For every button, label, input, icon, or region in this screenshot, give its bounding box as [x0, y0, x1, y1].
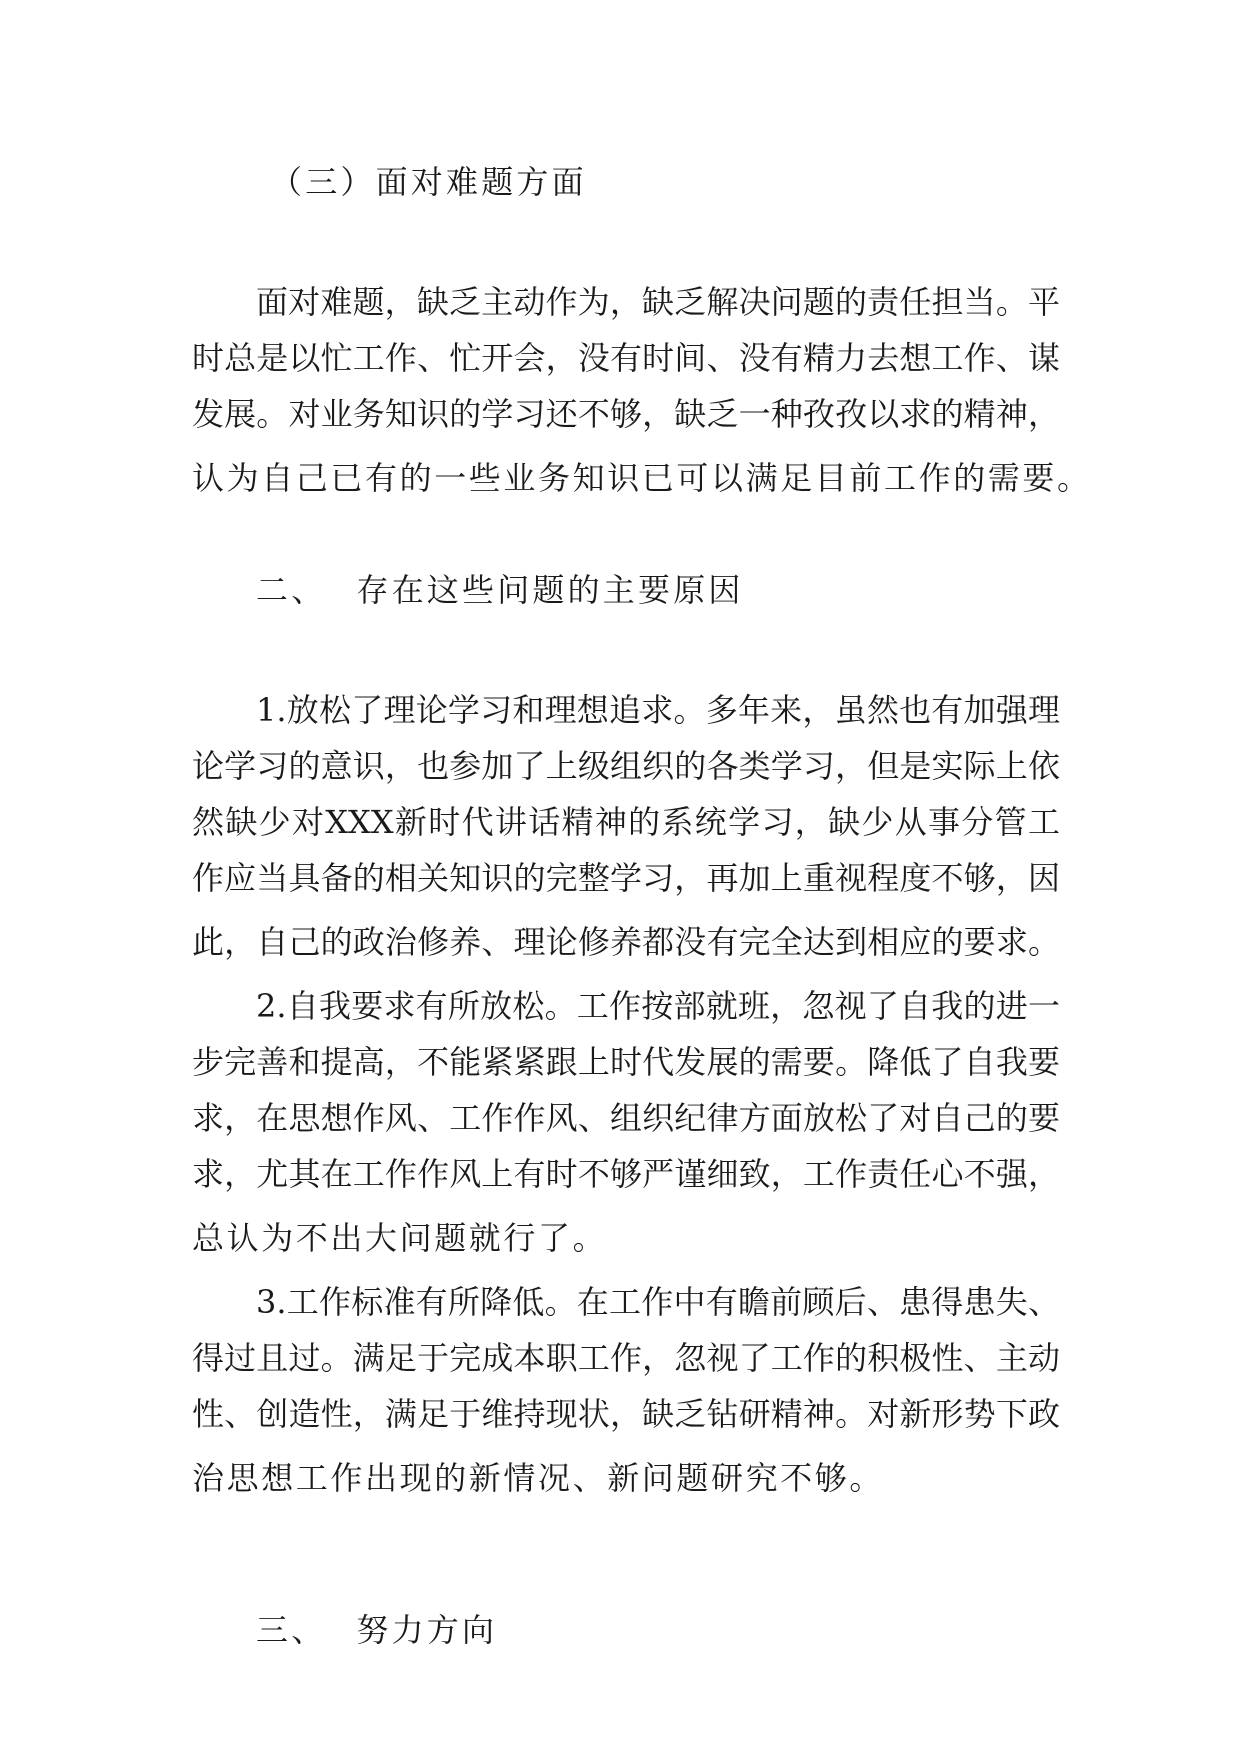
paragraph-line: 面对难题，缺乏主动作为，缺乏解决问题的责任担当。平 [256, 283, 1060, 321]
reason-line: 论学习的意识，也参加了上级组织的各类学习，但是实际上依 [192, 747, 1060, 785]
reason-line: 作应当具备的相关知识的完整学习，再加上重视程度不够，因 [192, 859, 1060, 897]
section-title: 努力方向 [356, 1611, 498, 1649]
reason-line: 此，自己的政治修养、理论修养都没有完全达到相应的要求。 [192, 923, 1060, 961]
paragraph-line: 发展。对业务知识的学习还不够，缺乏一种孜孜以求的精神， [192, 395, 1060, 433]
reason-line: 总认为不出大问题就行了。 [192, 1219, 608, 1257]
section-heading-direction [256, 1610, 497, 1650]
reason-line: 3.工作标准有所降低。在工作中有瞻前顾后、患得患失、 [256, 1283, 1060, 1321]
section-number: 二、 [256, 571, 327, 609]
paragraph-line: 时总是以忙工作、忙开会，没有时间、没有精力去想工作、谋 [192, 339, 1060, 377]
reason-line: 求，在思想作风、工作作风、组织纪律方面放松了对自己的要 [192, 1099, 1060, 1137]
reason-line: 性、创造性，满足于维持现状，缺乏钻研精神。对新形势下政 [192, 1395, 1060, 1433]
reason-line: 得过且过。满足于完成本职工作，忽视了工作的积极性、主动 [192, 1339, 1060, 1377]
reason-line: 治思想工作出现的新情况、新问题研究不够。 [192, 1459, 885, 1497]
sub-heading-difficulty: （三）面对难题方面 [270, 163, 587, 201]
reason-line: 1.放松了理论学习和理想追求。多年来，虽然也有加强理 [256, 691, 1060, 729]
reason-line: 2.自我要求有所放松。工作按部就班，忽视了自我的进一 [256, 987, 1060, 1025]
paragraph-line: 认为自己已有的一些业务知识已可以满足目前工作的需要。 [192, 459, 1092, 497]
reason-line: 步完善和提高，不能紧紧跟上时代发展的需要。降低了自我要 [192, 1043, 1060, 1081]
section-heading-causes [256, 570, 744, 610]
section-number: 三、 [256, 1611, 327, 1649]
section-title: 存在这些问题的主要原因 [356, 571, 744, 609]
reason-line: 求，尤其在工作作风上有时不够严谨细致，工作责任心不强， [192, 1155, 1060, 1193]
reason-line: 然缺少对XXX新时代讲话精神的系统学习，缺少从事分管工 [192, 803, 1060, 841]
